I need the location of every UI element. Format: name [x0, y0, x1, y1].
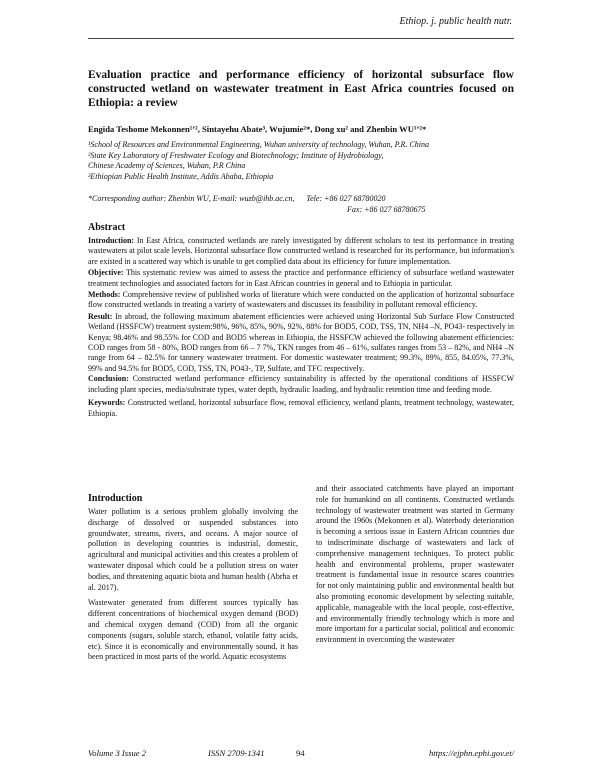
footer-url[interactable]: https://ejphn.ephi.gov.et/ — [428, 748, 514, 758]
intro-paragraph-2: Wastewater generated from different sources typically has different concentrations of biochemical oxygen demand (BOD) and chemical oxygen demand (COD) from all the organic components (sugars, soluble starch, ethanol, volatile fatty acids, etc). Since it is economically and environmentally sound, it has been practiced in most parts of the world. Aquatic ecosystems — [88, 598, 298, 662]
abstract-methods: Methods: Comprehensive review of published works of literature which were conducted on the application of horizontal subsurface flow constructed wetlands in treating a variety of wastewaters and discusses its feasibility in pollutant removal efficiency. — [88, 290, 514, 310]
author-list: Engida Teshome Mekonnen¹ʼ², Sintayehu Abate³, Wujumie²*, Dong xu² and Zhenbin WU¹ʼ²* — [88, 124, 427, 134]
abstract-result: Result: In abroad, the following maximum abatement efficiencies were achieved using Horizontal Sub Surface Flow Constructed Wetland (HSSFCW) treatment system:98%, 96%, 85%, 90%, 92%, 88% for BOD5, COD, TSS, TN, NH4 –N, PO43- respectively in Kenya; 98.46% and 98.55% for COD and BOD5 whereas in Ethiopia, the HSSFCW achieved the following abatement efficiencies: COD ranges from 58 - 80%, BOD ranges from 66 – 7 7%, TKN ranges from 46 – 61%, sulfates ranges from 53 – 82%, and NH4 –N range from 64 – 82.5% for tannery wastewater treatment. For domestic wastewater treatment; 99.3%, 89%, 855, 84.05%, 77.3%, 99% and 94.5% for BOD5, COD, TSS, TN, PO43-, TP, Sulfate, and TFC respectively. — [88, 311, 514, 373]
abstract-body — [88, 236, 514, 420]
intro-paragraph-3: and their associated catchments have played an important role for humankind on all continents. Constructed wetlands technology of wastewater treatment was started in Germany around the 1960s (Mekonnen et al). Waterbody deterioration is becoming a serious issue in Eastern African countries due to indiscriminate discharge of wastewaters and lack of comprehensive management techniques. To protect public health and environmental problems, proper wastewater treatment is fundamental issue in resource scares countries for not only maintaining public and environmental health but also promoting economic development by selecting suitable, applicable, manageable with the local people, cost-effective, and environmentally friendly technology which is more and more important for a particular social, political and economic environment in overcoming the wastewater — [316, 484, 514, 645]
intro-paragraph-1: Water pollution is a serious problem globally involving the discharge of dissolved or suspended substances into groundwater, streams, rivers, and oceans. A major source of pollution in developing countries is industrial, domestic, agricultural and municipal activities and this creates a problem of wastewater disposal which could be a pollution stress on water bodies, and threatening aquatic biota and human health (Abrha et al. 2017). — [88, 507, 298, 592]
journal-name: Ethiop. j. public health nutr. — [399, 16, 512, 27]
left-column — [88, 507, 298, 668]
affiliation-1: ¹School of Resources and Environmental Engineering, Wuhan university of technology, Wuhan, P.R. China — [88, 140, 429, 149]
correspondence — [88, 194, 514, 215]
paper-title: Evaluation practice and performance efficiency of horizontal subsurface flow constructed wetland on wastewater treatment in East Africa countries focused on Ethiopia: a review — [88, 69, 514, 109]
page-number: 94 — [296, 748, 305, 758]
abstract-objective: Objective: This systematic review was aimed to assess the practice and performance efficiency of subsurface wetland wastewater treatment technologies and associated factors for in East African countries in general and to Ethiopia in particular. — [88, 268, 514, 288]
fax-line: Fax: +86 027 68780675 — [347, 204, 426, 214]
abstract-conclusion: Conclusion: Constructed wetland performance efficiency sustainability is affected by the operational conditions of HSSFCW including plant species, media/substrate types, water depth, hydraulic loading, and hydraulic retention time and feeding mode. — [88, 374, 514, 394]
abstract-heading: Abstract — [88, 222, 126, 233]
correspondence-line: *Corresponding author: Zhenbin WU, E-mail: wuzb@ihb.ac.cn, Tele: +86 027 68780020 — [88, 194, 386, 203]
affiliation-2: ²State Key Laboratory of Freshwater Ecology and Biotechnology; Institute of Hydrobiology, — [88, 150, 384, 160]
footer-volume: Volume 3 Issue 2 — [88, 748, 146, 758]
footer-issn: ISSN 2709-1341 — [208, 748, 265, 758]
right-column — [316, 484, 514, 651]
affiliations — [88, 140, 514, 182]
header-rule — [88, 38, 514, 39]
affiliation-2-cont: Chinese Academy of Sciences, Wuhan, P.R China — [88, 161, 246, 171]
abstract-keywords: Keywords: Constructed wetland, horizontal subsurface flow, removal efficiency, wetland plants, treatment technology, wastewater, Ethiopia. — [88, 398, 514, 418]
introduction-heading: Introduction — [88, 493, 143, 504]
abstract-introduction: Introduction: In East Africa, constructed wetlands are rarely investigated by different scholars to test its performance in treating wastewaters at pilot scale levels. Horizontal subsurface flow constructed wetland is researched for its performance, but information's are existed in a scattered way which is unable to get complied data about its efficiency for future implementation. — [88, 236, 514, 266]
affiliation-3: ³Ethiopian Public Health Institute, Addis Ababa, Ethiopia — [88, 171, 274, 181]
